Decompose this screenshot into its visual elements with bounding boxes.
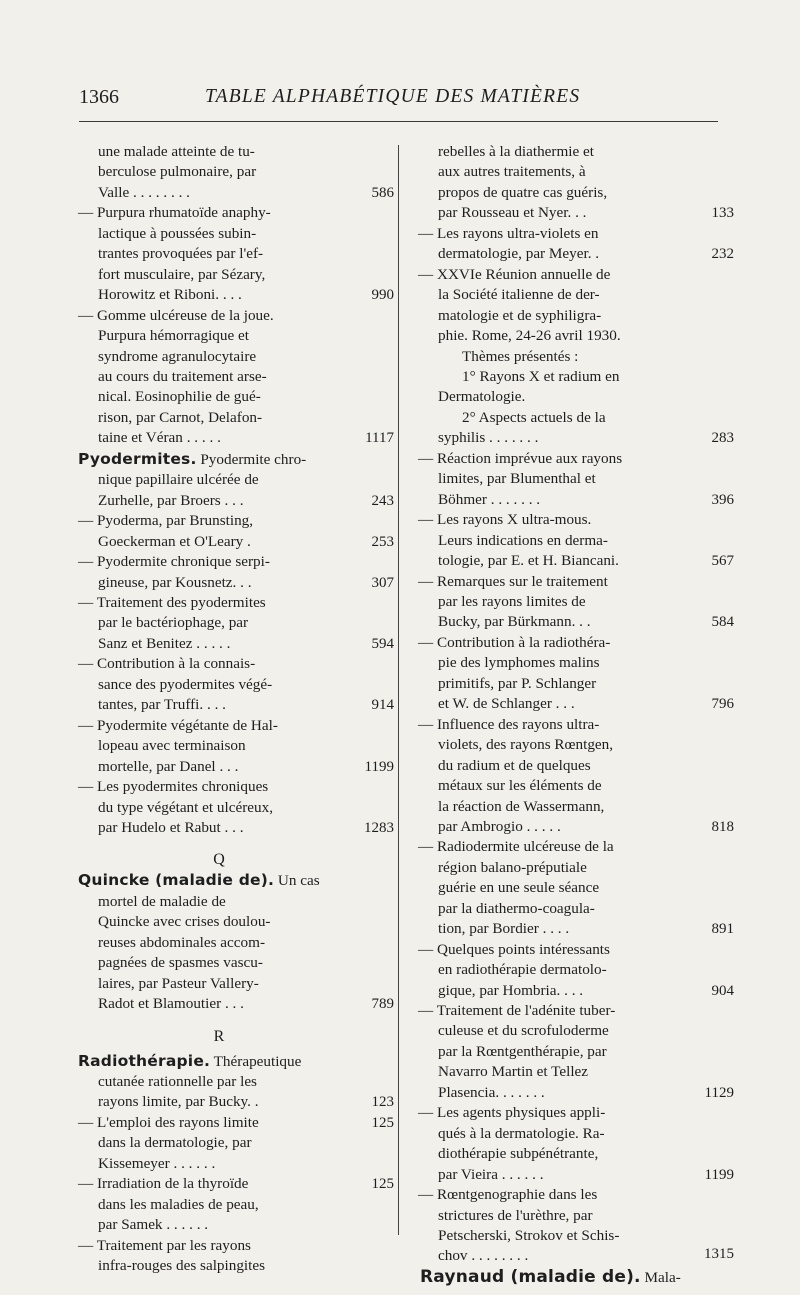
entry-line: Quincke avec crises doulou- xyxy=(98,913,271,931)
entry-line: pie des lymphomes malins xyxy=(438,654,600,672)
entry-line: dermatologie, par Meyer. . xyxy=(438,245,600,263)
entry-line: région balano-préputiale xyxy=(438,858,587,876)
running-title: TABLE ALPHABÉTIQUE DES MATIÈRES xyxy=(205,86,581,107)
left-column xyxy=(78,142,394,1277)
index-entry xyxy=(418,1001,734,1103)
index-entry xyxy=(78,552,394,593)
entry-line: culeuse et du scrofuloderme xyxy=(438,1022,609,1040)
entry-line: — Pyodermite végétante de Hal- xyxy=(78,716,278,734)
entry-line: Dermatologie. xyxy=(438,388,526,406)
index-entry xyxy=(78,777,394,838)
entry-line: Horowitz et Riboni. . . . xyxy=(98,286,242,304)
page-reference: 1117 xyxy=(365,430,394,447)
entry-line: — Pyodermite chronique serpi- xyxy=(78,553,270,571)
entry-line: 1° Rayons X et radium en xyxy=(462,367,620,385)
page-reference: 904 xyxy=(711,982,734,999)
entry-line: et W. de Schlanger . . . xyxy=(438,695,575,713)
page-reference: 243 xyxy=(371,492,394,509)
page-reference: 1199 xyxy=(364,758,394,775)
page-reference: 1283 xyxy=(364,819,394,836)
index-entry xyxy=(418,1103,734,1185)
index-entry xyxy=(78,449,394,511)
entry-line: par la diathermo-coagula- xyxy=(438,899,595,917)
index-entry xyxy=(418,633,734,715)
index-entry xyxy=(418,265,734,449)
entry-line: par Rousseau et Nyer. . . xyxy=(438,204,587,222)
index-entry xyxy=(78,142,394,203)
entry-line: tologie, par E. et H. Biancani. xyxy=(438,552,619,570)
entry-line: gineuse, par Kousnetz. . . xyxy=(98,573,252,591)
entry-line: Goeckerman et O'Leary . xyxy=(98,532,251,550)
entry-line: — Les rayons ultra-violets en xyxy=(418,224,599,242)
entry-line: — Remarques sur le traitement xyxy=(418,572,608,590)
entry-line: berculose pulmonaire, par xyxy=(98,163,257,181)
page-reference: 123 xyxy=(371,1094,394,1111)
entry-line: aux autres traitements, à xyxy=(438,163,586,181)
entry-line: par Hudelo et Rabut . . . xyxy=(98,818,244,836)
entry-line: lactique à poussées subin- xyxy=(98,224,257,242)
entry-line: — Réaction imprévue aux rayons xyxy=(418,449,623,467)
page-reference: 891 xyxy=(711,921,734,938)
section-letter: Q xyxy=(213,851,225,869)
entry-line: — Influence des rayons ultra- xyxy=(418,715,600,733)
entry-line: du type végétant et ulcéreux, xyxy=(98,798,274,816)
entry-line: rayons limite, par Bucky. . xyxy=(98,1093,259,1111)
index-entry xyxy=(78,870,394,1014)
entry-line: Böhmer . . . . . . . xyxy=(438,490,541,508)
entry-line: Valle . . . . . . . . xyxy=(98,183,190,201)
entry-line: en radiothérapie dermatolo- xyxy=(438,961,607,979)
entry-line: guérie en une seule séance xyxy=(438,879,600,897)
entry-line: qués à la dermatologie. Ra- xyxy=(438,1124,605,1142)
page-reference: 125 xyxy=(371,1176,394,1193)
page-header xyxy=(0,86,800,116)
entry-line: chov . . . . . . . . xyxy=(438,1247,529,1265)
index-entry xyxy=(418,572,734,633)
entry-text: Un cas xyxy=(277,872,320,890)
header-rule xyxy=(79,121,718,122)
index-entry xyxy=(78,306,394,449)
entry-line: — Traitement de l'adénite tuber- xyxy=(418,1002,616,1020)
entry-line: au cours du traitement arse- xyxy=(98,367,267,385)
entry-line: nical. Eosinophilie de gué- xyxy=(98,388,261,406)
page-reference: 914 xyxy=(371,697,394,714)
index-entry xyxy=(78,654,394,715)
entry-line: — Traitement des pyodermites xyxy=(78,593,266,611)
entry-line: — Gomme ulcéreuse de la joue. xyxy=(78,306,274,324)
entry-line xyxy=(78,870,340,891)
entry-line: lopeau avec terminaison xyxy=(98,737,246,755)
entry-line: laires, par Pasteur Vallery- xyxy=(98,974,259,992)
entry-line xyxy=(78,449,340,470)
index-entry xyxy=(78,1051,394,1113)
entry-line: infra-rouges des salpingites xyxy=(98,1257,266,1275)
entry-line: Radot et Blamoutier . . . xyxy=(98,995,244,1013)
page-reference: 232 xyxy=(711,246,734,263)
entry-line: par le bactériophage, par xyxy=(98,614,249,632)
index-entry xyxy=(418,715,734,838)
index-entry xyxy=(418,449,734,510)
entry-line: mortel de maladie de xyxy=(98,892,226,910)
entry-line: reuses abdominales accom- xyxy=(98,933,265,951)
right-column xyxy=(418,142,734,1288)
entry-line: mortelle, par Danel . . . xyxy=(98,757,239,775)
entry-line: Petscherski, Strokov et Schis- xyxy=(438,1227,620,1245)
entry-line: taine et Véran . . . . . xyxy=(98,429,221,447)
entry-text: Mala- xyxy=(644,1268,681,1286)
page-reference: 818 xyxy=(711,818,734,835)
page-reference: 1315 xyxy=(704,1246,734,1263)
entry-heading: Pyodermites. xyxy=(78,449,197,468)
entry-line: une malade atteinte de tu- xyxy=(98,143,255,160)
entry-line: dans les maladies de peau, xyxy=(98,1195,259,1213)
entry-text: Pyodermite chro- xyxy=(200,450,307,468)
entry-line: rebelles à la diathermie et xyxy=(438,143,595,160)
index-entry xyxy=(78,716,394,777)
page-reference: 789 xyxy=(371,996,394,1013)
index-entry xyxy=(78,1174,394,1235)
index-entry xyxy=(418,1267,680,1288)
page-reference: 253 xyxy=(371,533,394,550)
page-number: 1366 xyxy=(79,86,119,108)
page-reference: 307 xyxy=(371,574,394,591)
entry-line: métaux sur les éléments de xyxy=(438,777,602,795)
page-reference: 586 xyxy=(371,184,394,201)
entry-line: — Quelques points intéressants xyxy=(418,940,610,958)
index-entry xyxy=(418,224,734,265)
entry-line: Thèmes présentés : xyxy=(462,347,579,365)
entry-line: — Traitement par les rayons xyxy=(78,1236,251,1254)
entry-line: — Contribution à la connais- xyxy=(78,655,256,673)
entry-line: Sanz et Benitez . . . . . xyxy=(98,634,231,652)
page-reference: 125 xyxy=(371,1114,394,1131)
index-entry xyxy=(418,510,734,571)
entry-line: — Purpura rhumatoïde anaphy- xyxy=(78,204,271,222)
index-entry xyxy=(418,1185,734,1267)
entry-line: — Les rayons X ultra-mous. xyxy=(418,511,592,529)
entry-line: Bucky, par Bürkmann. . . xyxy=(438,613,591,631)
entry-line: sance des pyodermites végé- xyxy=(98,675,273,693)
entry-line: Purpura hémorragique et xyxy=(98,327,249,345)
entry-line: tion, par Bordier . . . . xyxy=(438,920,570,938)
page-reference: 1129 xyxy=(704,1084,734,1101)
entry-line: par Ambrogio . . . . . xyxy=(438,817,561,835)
page-reference: 567 xyxy=(711,553,734,570)
page-reference: 796 xyxy=(711,696,734,713)
entry-line: — Rœntgenographie dans les xyxy=(418,1186,598,1204)
page-reference: 594 xyxy=(371,635,394,652)
index-entry xyxy=(418,142,734,224)
entry-line: par Samek . . . . . . xyxy=(98,1216,209,1234)
column-divider xyxy=(398,145,399,1235)
entry-line: Kissemeyer . . . . . . xyxy=(98,1154,216,1172)
entry-line: propos de quatre cas guéris, xyxy=(438,183,608,201)
entry-heading: Raynaud (maladie de). xyxy=(420,1266,641,1287)
entry-line: Zurhelle, par Broers . . . xyxy=(98,491,244,509)
index-entry xyxy=(78,203,394,305)
entry-line: gique, par Hombria. . . . xyxy=(438,981,584,999)
index-entry xyxy=(418,837,734,939)
entry-text: Thérapeutique xyxy=(213,1052,302,1070)
entry-line: — Les pyodermites chroniques xyxy=(78,778,269,796)
entry-line: la réaction de Wassermann, xyxy=(438,797,605,815)
entry-line xyxy=(78,1051,340,1072)
index-entry xyxy=(418,940,734,1001)
page-reference: 990 xyxy=(371,287,394,304)
entry-line: par Vieira . . . . . . xyxy=(438,1165,544,1183)
entry-line: nique papillaire ulcérée de xyxy=(98,471,259,489)
entry-line: syndrome agranulocytaire xyxy=(98,347,257,365)
page-reference: 1199 xyxy=(704,1166,734,1183)
entry-line: la Société italienne de der- xyxy=(438,286,600,304)
entry-line: Navarro Martin et Tellez xyxy=(438,1063,589,1081)
entry-line: — Radiodermite ulcéreuse de la xyxy=(418,838,614,856)
entry-heading: Quincke (maladie de). xyxy=(78,871,275,890)
entry-line: — Pyoderma, par Brunsting, xyxy=(78,512,254,530)
entry-line: par la Rœntgenthérapie, par xyxy=(438,1042,607,1060)
entry-line: par les rayons limites de xyxy=(438,592,586,610)
entry-line: — Irradiation de la thyroïde xyxy=(78,1175,249,1193)
entry-line xyxy=(420,1267,680,1288)
entry-line: rison, par Carnot, Delafon- xyxy=(98,408,263,426)
entry-line: tantes, par Truffi. . . . xyxy=(98,696,226,714)
entry-heading: Radiothérapie. xyxy=(78,1051,211,1070)
entry-line: du radium et de quelques xyxy=(438,756,591,774)
entry-line: — XXVIe Réunion annuelle de xyxy=(418,265,611,283)
entry-line: phie. Rome, 24-26 avril 1930. xyxy=(438,327,621,345)
entry-line: dans la dermatologie, par xyxy=(98,1134,252,1152)
entry-line: syphilis . . . . . . . xyxy=(438,429,539,447)
page-reference: 584 xyxy=(711,614,734,631)
entry-line: pagnées de spasmes vascu- xyxy=(98,954,263,972)
page-reference: 283 xyxy=(711,430,734,447)
entry-line: cutanée rationnelle par les xyxy=(98,1073,257,1091)
entry-line: — Les agents physiques appli- xyxy=(418,1104,606,1122)
entry-line: — Contribution à la radiothéra- xyxy=(418,633,611,651)
entry-line: matologie et de syphiligra- xyxy=(438,306,602,324)
page-reference: 133 xyxy=(711,205,734,222)
entry-line: Leurs indications en derma- xyxy=(438,531,608,549)
index-entry xyxy=(78,511,394,552)
entry-line: limites, par Blumenthal et xyxy=(438,470,596,488)
section-letter: R xyxy=(213,1027,225,1045)
entry-line: fort musculaire, par Sézary, xyxy=(98,265,266,283)
entry-line: 2° Aspects actuels de la xyxy=(462,408,606,426)
entry-line: strictures de l'urèthre, par xyxy=(438,1206,593,1224)
entry-line: primitifs, par P. Schlanger xyxy=(438,674,597,692)
page-reference: 396 xyxy=(711,491,734,508)
index-entry xyxy=(78,593,394,654)
index-entry xyxy=(78,1113,394,1174)
index-entry xyxy=(78,1236,340,1277)
entry-line: violets, des rayons Rœntgen, xyxy=(438,736,614,754)
entry-line: Plasencia. . . . . . . xyxy=(438,1083,545,1101)
entry-line: trantes provoquées par l'ef- xyxy=(98,245,264,263)
entry-line: diothérapie subpénétrante, xyxy=(438,1145,599,1163)
entry-line: — L'emploi des rayons limite xyxy=(78,1113,259,1131)
